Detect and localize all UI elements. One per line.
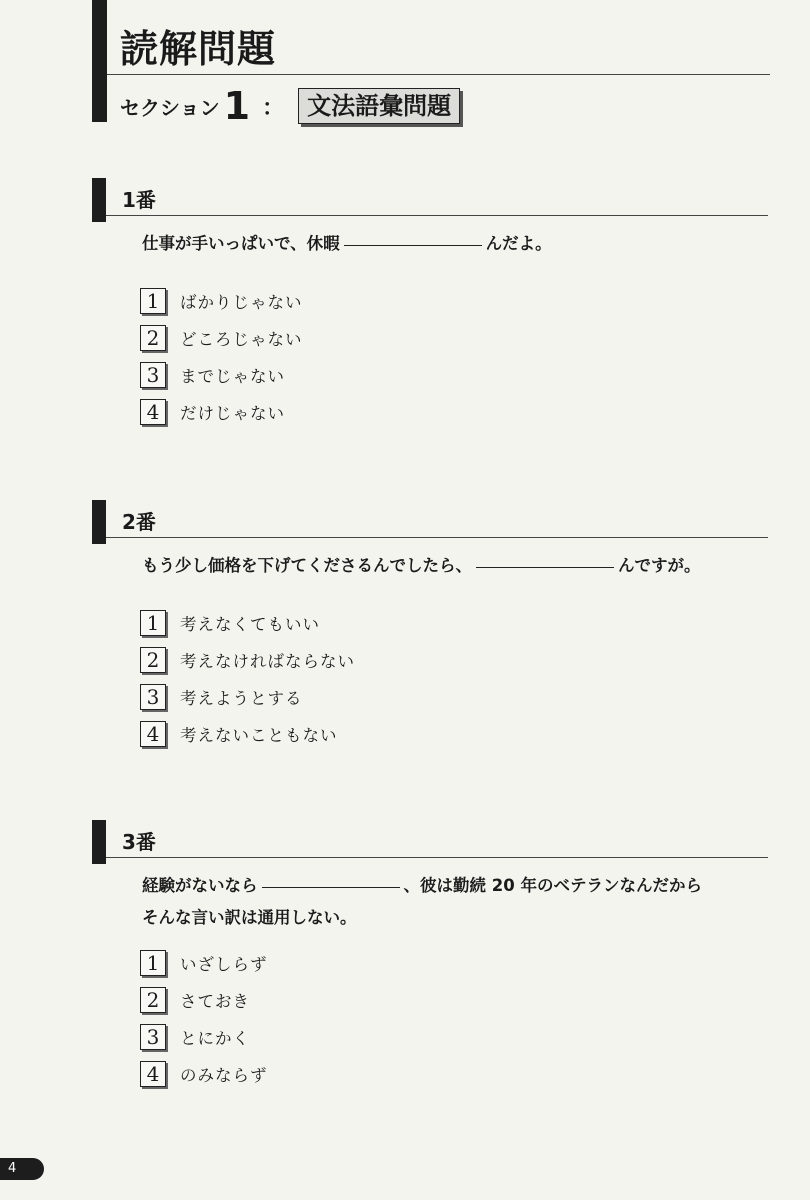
option-text: とにかく (180, 1028, 250, 1048)
page-number: 4 (0, 1158, 44, 1180)
option-number: 3 (140, 684, 166, 710)
option-list (140, 604, 355, 752)
option-list (140, 944, 268, 1092)
option-text: 考えなくてもいい (180, 614, 320, 634)
option-2[interactable] (140, 981, 268, 1018)
option-4[interactable] (140, 1055, 268, 1092)
question-accent-bar (92, 178, 106, 222)
option-2[interactable] (140, 319, 303, 356)
question-text-before: 仕事が手いっぱいで、休暇 (142, 234, 340, 253)
section-name-box: 文法語彙問題 (298, 88, 460, 124)
option-text: さておき (180, 991, 250, 1011)
question-text (142, 228, 762, 260)
option-text: 考えようとする (180, 688, 303, 708)
question-text (142, 870, 762, 934)
option-text: どころじゃない (180, 329, 303, 349)
option-number: 2 (140, 647, 166, 673)
question-accent-bar (92, 820, 106, 864)
question-text-after: んですが。 (618, 556, 701, 575)
answer-blank (476, 566, 614, 568)
option-number: 4 (140, 721, 166, 747)
option-4[interactable] (140, 393, 303, 430)
option-text: 考えなければならない (180, 651, 355, 671)
question-text-before: 経験がないなら (142, 876, 258, 895)
question-rule (106, 215, 768, 216)
question-number: 2番 (122, 510, 156, 534)
option-number: 1 (140, 610, 166, 636)
option-3[interactable] (140, 356, 303, 393)
title-accent-bar (92, 0, 107, 122)
answer-blank (344, 244, 482, 246)
question-rule (106, 537, 768, 538)
section-colon: ： (262, 95, 285, 121)
option-number: 4 (140, 1061, 166, 1087)
option-text: のみならず (180, 1065, 268, 1085)
option-list (140, 282, 303, 430)
option-number: 3 (140, 362, 166, 388)
question-number: 1番 (122, 188, 156, 212)
question-text-after: んだよ。 (485, 234, 552, 253)
option-4[interactable] (140, 715, 355, 752)
section-label: セクション (120, 95, 220, 120)
question-number: 3番 (122, 830, 156, 854)
option-2[interactable] (140, 641, 355, 678)
option-number: 1 (140, 950, 166, 976)
answer-blank (262, 886, 400, 888)
option-text: だけじゃない (180, 403, 285, 423)
option-3[interactable] (140, 1018, 268, 1055)
option-text: いざしらず (180, 954, 268, 974)
option-1[interactable] (140, 282, 303, 319)
option-number: 2 (140, 325, 166, 351)
question-text-before: もう少し価格を下げてくださるんでしたら、 (142, 556, 472, 575)
question-accent-bar (92, 500, 106, 544)
question-text-line2: そんな言い訳は通用しない。 (142, 908, 357, 927)
section-number: 1 (223, 84, 251, 128)
question-text-after: 、彼は勤続 20 年のベテランなんだから (403, 876, 702, 895)
option-number: 1 (140, 288, 166, 314)
option-1[interactable] (140, 604, 355, 641)
section-heading (120, 86, 460, 126)
title-rule (107, 74, 770, 75)
option-text: までじゃない (180, 366, 285, 386)
question-rule (106, 857, 768, 858)
option-text: 考えないこともない (180, 725, 338, 745)
option-text: ばかりじゃない (180, 292, 303, 312)
page-title: 読解問題 (120, 26, 277, 71)
option-number: 4 (140, 399, 166, 425)
option-number: 2 (140, 987, 166, 1013)
question-text (142, 550, 762, 582)
option-1[interactable] (140, 944, 268, 981)
option-3[interactable] (140, 678, 355, 715)
option-number: 3 (140, 1024, 166, 1050)
